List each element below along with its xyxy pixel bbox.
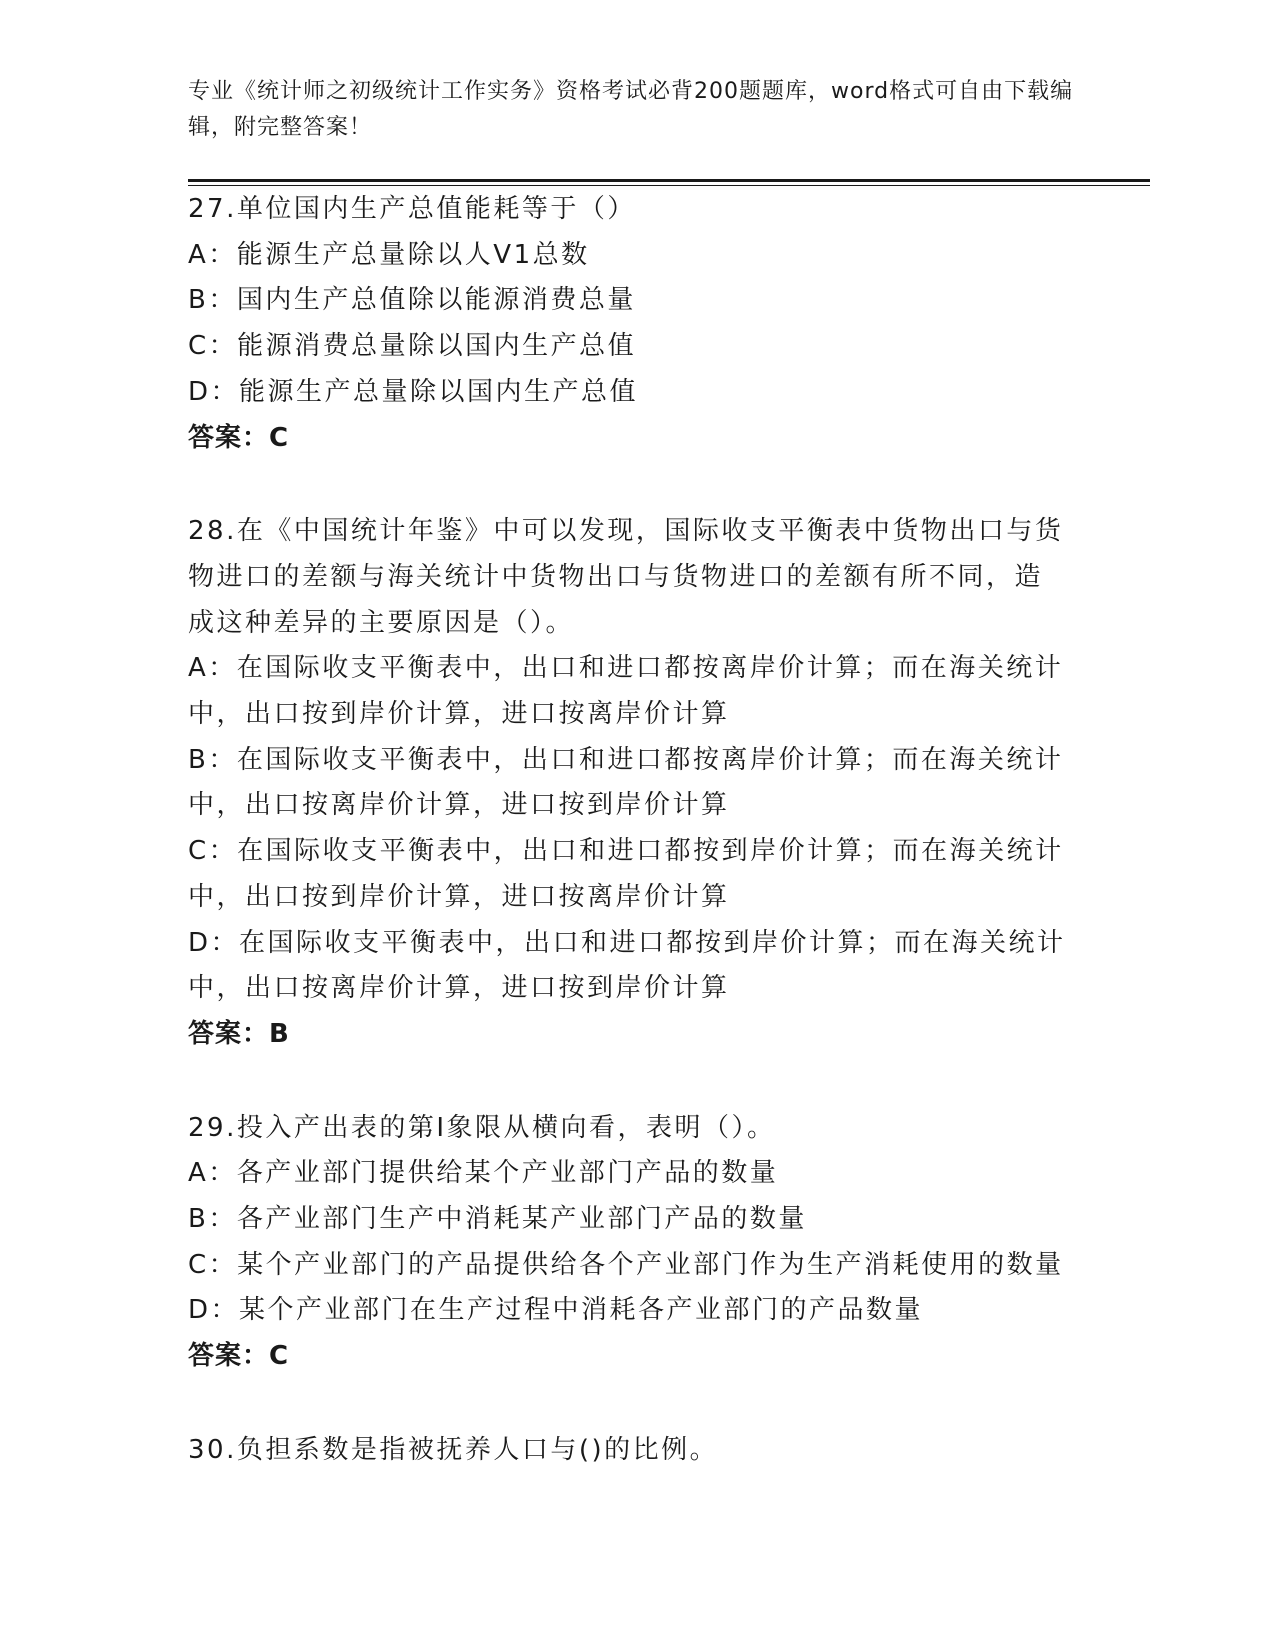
question-stem-continued: 成这种差异的主要原因是（）。 <box>188 607 575 638</box>
option-a: A：在国际收支平衡表中，出口和进口都按离岸价计算；而在海关统计 <box>188 653 1064 684</box>
question-30 <box>188 1428 1088 1474</box>
option-b: B：在国际收支平衡表中，出口和进口都按离岸价计算；而在海关统计 <box>188 744 1064 775</box>
header-divider-thin <box>188 185 1150 186</box>
option-d: D：能源生产总量除以国内生产总值 <box>188 376 639 407</box>
header-divider-thick <box>188 179 1150 182</box>
option-a: A：各产业部门提供给某个产业部门产品的数量 <box>188 1158 779 1189</box>
option-c: C：某个产业部门的产品提供给各个产业部门作为生产消耗使用的数量 <box>188 1249 1064 1280</box>
answer-label: 答案：B <box>188 1018 290 1049</box>
question-27 <box>188 187 1088 461</box>
option-a-continued: 中，出口按到岸价计算，进口按离岸价计算 <box>188 699 730 730</box>
answer-label: 答案：C <box>188 1341 290 1372</box>
question-29 <box>188 1106 1088 1380</box>
option-b-continued: 中，出口按离岸价计算，进口按到岸价计算 <box>188 790 730 821</box>
option-c-continued: 中，出口按到岸价计算，进口按离岸价计算 <box>188 881 730 912</box>
question-stem-continued: 物进口的差额与海关统计中货物出口与货物进口的差额有所不同，造 <box>188 561 1044 592</box>
question-stem: 28.在《中国统计年鉴》中可以发现，国际收支平衡表中货物出口与货 <box>188 516 1064 547</box>
option-d: D：某个产业部门在生产过程中消耗各产业部门的产品数量 <box>188 1295 924 1326</box>
document-header: 专业《统计师之初级统计工作实务》资格考试必背200题题库，word格式可自由下载编辑，附完整答案！ <box>188 79 1074 140</box>
question-stem: 30.负担系数是指被抚养人口与()的比例。 <box>188 1434 719 1465</box>
question-stem: 29.投入产出表的第Ⅰ象限从横向看，表明（）。 <box>188 1112 776 1143</box>
option-c: C：能源消费总量除以国内生产总值 <box>188 331 637 362</box>
question-28 <box>188 509 1088 1057</box>
option-b: B：各产业部门生产中消耗某产业部门产品的数量 <box>188 1204 807 1235</box>
answer-label: 答案：C <box>188 422 290 453</box>
option-a: A：能源生产总量除以人V1总数 <box>188 239 590 270</box>
option-c: C：在国际收支平衡表中，出口和进口都按到岸价计算；而在海关统计 <box>188 836 1064 867</box>
option-b: B：国内生产总值除以能源消费总量 <box>188 285 636 316</box>
option-d: D：在国际收支平衡表中，出口和进口都按到岸价计算；而在海关统计 <box>188 927 1066 958</box>
question-list <box>188 187 1088 1522</box>
option-d-continued: 中，出口按离岸价计算，进口按到岸价计算 <box>188 973 730 1004</box>
question-stem: 27.单位国内生产总值能耗等于（） <box>188 194 636 224</box>
